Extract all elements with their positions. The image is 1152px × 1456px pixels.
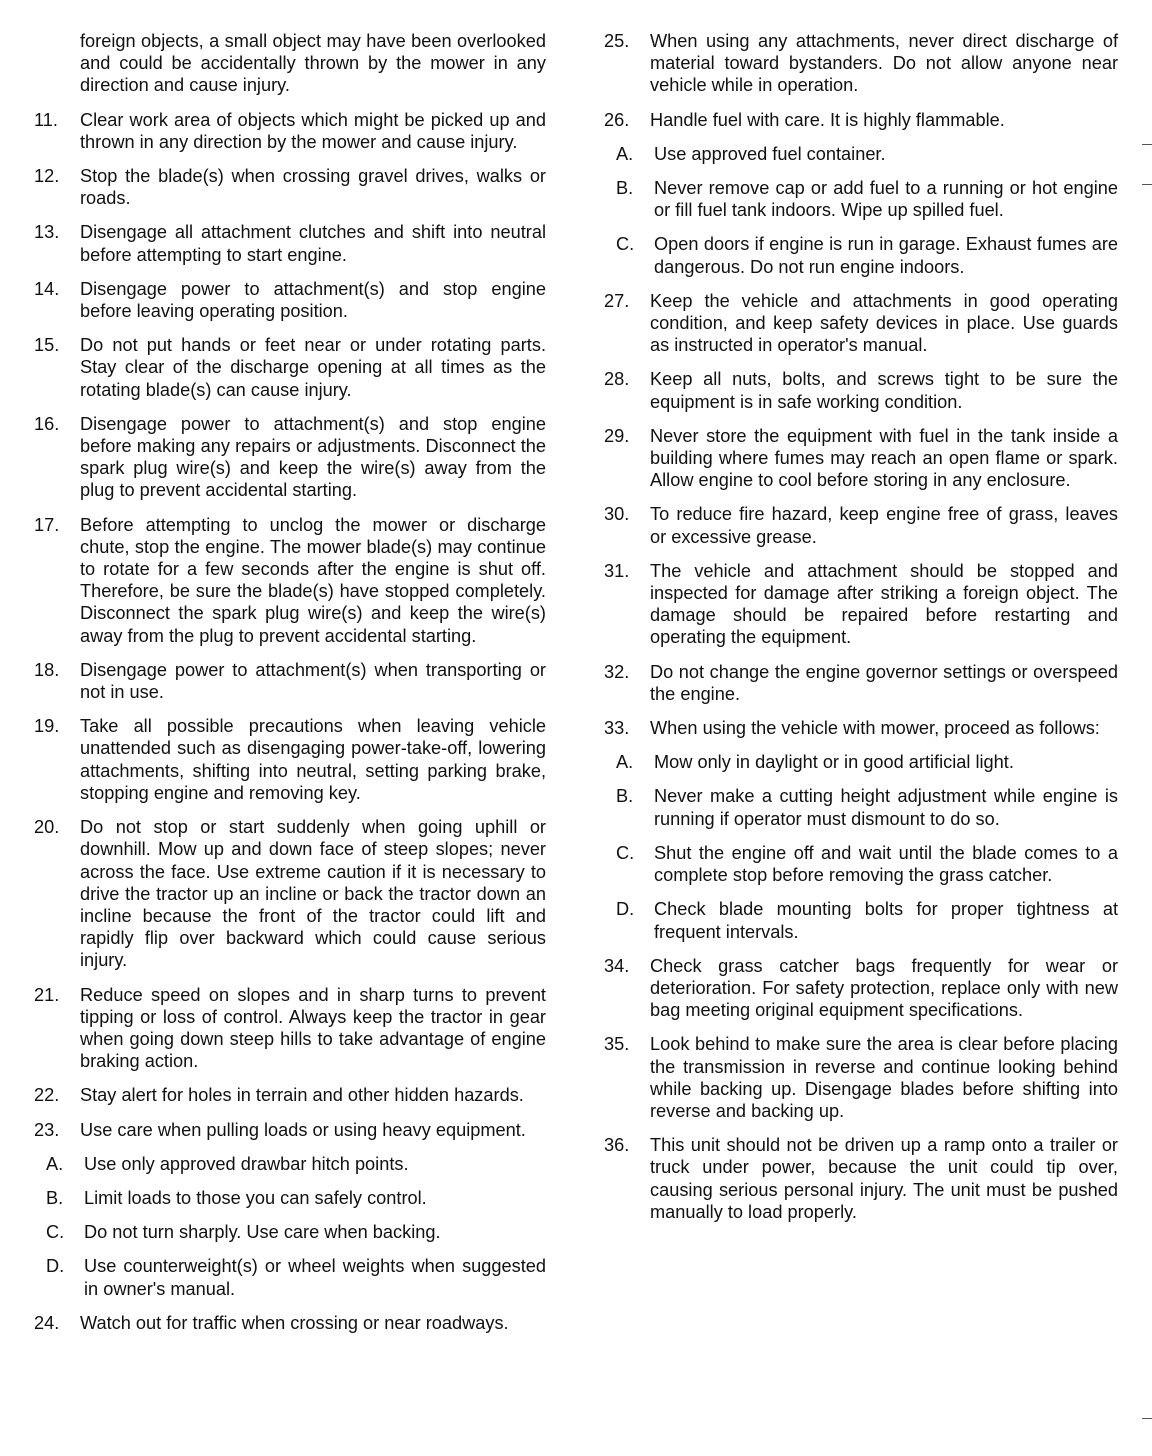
sub-rule-text: Never remove cap or add fuel to a running or hot engine or fill fuel tank indoors. Wipe up spilled fuel. [654, 178, 1118, 221]
safety-rule-item [604, 1033, 1118, 1122]
rule-text: Before attempting to unclog the mower or discharge chute, stop the engine. The mower blade(s) may continue to rotate for a few seconds after the engine is shut off. Therefore, be sure the blade(s) have stopped completely. Disconnect the spark plug wire(s) and keep the wire(s) away from the plug to prevent accidental starting. [80, 514, 546, 646]
safety-rule-item [604, 661, 1118, 705]
rule-text: Never store the equipment with fuel in the tank inside a building where fumes may reach an open flame or spark. Allow engine to cool before storing in any enclosure. [650, 425, 1118, 491]
sub-rule-text: Use counterweight(s) or wheel weights when suggested in owner's manual. [84, 1256, 546, 1299]
right-item-list [604, 30, 1118, 1223]
rule-number: 19. [34, 716, 60, 737]
rule-number: 20. [34, 817, 60, 838]
rule-text: Do not change the engine governor settings or overspeed the engine. [650, 661, 1118, 704]
rule-number: 26. [604, 109, 630, 130]
safety-rule-item [34, 334, 546, 401]
safety-rule-item [604, 109, 1118, 131]
sub-rule-item [604, 842, 1118, 886]
safety-rule-item [604, 955, 1118, 1022]
rule-text: Watch out for traffic when crossing or near roadways. [80, 1312, 509, 1333]
safety-rule-item [34, 413, 546, 502]
margin-mark [1142, 184, 1152, 185]
safety-rule-item [604, 503, 1118, 547]
sub-rule-letter: A. [616, 752, 634, 773]
sub-rule-item [604, 177, 1118, 221]
safety-rule-item [604, 368, 1118, 412]
rule-text: Look behind to make sure the area is clear before placing the transmission in reverse and continue looking behind while backing up. Disengage blades before shifting into reverse and backing up. [650, 1034, 1118, 1121]
sub-rule-item [604, 898, 1118, 942]
rule-text: Clear work area of objects which might be picked up and thrown in any direction by the mower and cause injury. [80, 109, 546, 152]
rule-text: Stop the blade(s) when crossing gravel drives, walks or roads. [80, 166, 546, 209]
sub-rule-text: Never make a cutting height adjustment while engine is running if operator must dismount to do so. [654, 786, 1118, 829]
rule-text: Use care when pulling loads or using heavy equipment. [80, 1119, 526, 1140]
rule-text: Check grass catcher bags frequently for wear or deterioration. For safety protection, replace only with new bag meeting original equipment specifications. [650, 955, 1118, 1021]
safety-rule-item [604, 560, 1118, 649]
rule-text: Keep all nuts, bolts, and screws tight to be sure the equipment is in safe working condition. [650, 369, 1118, 412]
rule-number: 31. [604, 560, 630, 581]
rule-text: Keep the vehicle and attachments in good operating condition, and keep safety devices in place. Use guards as instructed in operator's manual. [650, 290, 1118, 356]
rule-number: 12. [34, 166, 60, 187]
sub-rule-text: Shut the engine off and wait until the blade comes to a complete stop before removing the grass catcher. [654, 842, 1118, 886]
sub-rule-text: Open doors if engine is run in garage. Exhaust fumes are dangerous. Do not run engine indoors. [654, 234, 1118, 277]
safety-rule-item [34, 715, 546, 804]
rule-number: 34. [604, 955, 630, 976]
rule-number: 30. [604, 504, 630, 525]
sub-rule-letter: A. [616, 143, 634, 164]
rule-number: 24. [34, 1312, 60, 1333]
rule-text: Do not put hands or feet near or under rotating parts. Stay clear of the discharge opening at all times as the rotating blade(s) can cause injury. [80, 335, 546, 400]
sub-rule-letter: D. [616, 899, 635, 920]
safety-rule-item [34, 221, 546, 265]
safety-rule-item [34, 1119, 546, 1141]
safety-rule-item [34, 1312, 546, 1334]
sub-rule-text: Use only approved drawbar hitch points. [84, 1153, 409, 1174]
sub-rule-item [604, 143, 1118, 165]
right-column [604, 30, 1118, 1235]
rule-number: 32. [604, 661, 630, 682]
sub-rule-item [34, 1187, 546, 1209]
rule-text: Disengage power to attachment(s) and stop engine before making any repairs or adjustments. Disconnect the spark plug wire(s) and keep the wire(s) away from the plug to prevent accidental starting. [80, 413, 546, 501]
safety-rule-item [34, 816, 546, 971]
rule-text: Reduce speed on slopes and in sharp turns to prevent tipping or loss of control. Always keep the tractor in gear when going down steep hills to take advantage of engine braking action. [80, 984, 546, 1072]
sub-rule-item [604, 785, 1118, 829]
rule-text: This unit should not be driven up a ramp onto a trailer or truck under power, because the unit could tip over, causing serious personal injury. The unit must be pushed manually to load properly. [650, 1135, 1118, 1222]
continued-text: foreign objects, a small object may have been overlooked and could be accidentally thrown by the mower in any direction and cause injury. [80, 31, 546, 96]
rule-number: 18. [34, 659, 60, 680]
rule-number: 11. [34, 109, 58, 130]
sub-rule-text: Limit loads to those you can safely control. [84, 1187, 427, 1208]
sub-rule-letter: A. [46, 1153, 64, 1174]
safety-rule-item [604, 425, 1118, 492]
rule-text: When using any attachments, never direct discharge of material toward bystanders. Do not allow anyone near vehicle while in operation. [650, 31, 1118, 96]
safety-rule-item [604, 290, 1118, 357]
sub-rule-letter: C. [616, 842, 635, 863]
rule-text: Disengage power to attachment(s) and stop engine before leaving operating position. [80, 278, 546, 322]
sub-rule-letter: C. [616, 234, 635, 255]
safety-rule-item [604, 717, 1118, 739]
safety-rule-item [604, 30, 1118, 97]
rule-number: 23. [34, 1119, 60, 1140]
safety-rule-item [34, 165, 546, 209]
rule-number: 22. [34, 1085, 60, 1106]
continued-paragraph [34, 30, 546, 97]
rule-text: When using the vehicle with mower, proceed as follows: [650, 718, 1100, 739]
rule-number: 29. [604, 425, 630, 446]
rule-number: 27. [604, 290, 630, 311]
rule-text: Take all possible precautions when leaving vehicle unattended such as disengaging power-take-off, lowering attachments, shifting into neutral, setting parking brake, stopping engine and removing key. [80, 716, 546, 803]
sub-rule-letter: B. [46, 1187, 64, 1208]
sub-rule-text: Check blade mounting bolts for proper tightness at frequent intervals. [654, 899, 1118, 942]
safety-rule-item [34, 984, 546, 1073]
safety-rule-item [34, 1084, 546, 1106]
sub-rule-letter: B. [616, 786, 634, 807]
safety-rule-item [604, 1134, 1118, 1223]
rule-text: Handle fuel with care. It is highly flammable. [650, 109, 1005, 130]
safety-rule-item [34, 514, 546, 647]
rule-number: 21. [34, 984, 60, 1005]
safety-rule-item [34, 109, 546, 153]
rule-text: The vehicle and attachment should be stopped and inspected for damage after striking a foreign object. The damage should be repaired before restarting and operating the equipment. [650, 560, 1118, 648]
margin-mark [1142, 1418, 1152, 1419]
left-item-list [34, 109, 546, 1334]
rule-number: 13. [34, 222, 60, 243]
margin-mark [1142, 144, 1152, 145]
sub-rule-letter: B. [616, 178, 634, 199]
rule-number: 36. [604, 1135, 630, 1156]
left-column [34, 30, 546, 1346]
sub-rule-text: Mow only in daylight or in good artificial light. [654, 752, 1014, 773]
sub-rule-item [604, 751, 1118, 773]
rule-text: To reduce fire hazard, keep engine free of grass, leaves or excessive grease. [650, 504, 1118, 547]
rule-number: 35. [604, 1034, 630, 1055]
sub-rule-item [604, 233, 1118, 277]
rule-number: 17. [34, 514, 60, 535]
rule-number: 16. [34, 413, 60, 434]
sub-rule-letter: C. [46, 1222, 65, 1243]
rule-number: 25. [604, 31, 630, 51]
rule-number: 28. [604, 369, 630, 390]
sub-rule-text: Do not turn sharply. Use care when backing. [84, 1222, 441, 1243]
sub-rule-letter: D. [46, 1256, 65, 1277]
rule-text: Disengage all attachment clutches and shift into neutral before attempting to start engine. [80, 222, 546, 265]
sub-rule-text: Use approved fuel container. [654, 143, 886, 164]
sub-rule-item [34, 1255, 546, 1299]
safety-rule-item [34, 659, 546, 703]
sub-rule-item [34, 1221, 546, 1243]
rule-number: 14. [34, 278, 60, 299]
rule-number: 33. [604, 718, 630, 739]
rule-text: Disengage power to attachment(s) when transporting or not in use. [80, 659, 546, 703]
safety-rule-item [34, 278, 546, 322]
rule-number: 15. [34, 335, 60, 356]
rule-text: Do not stop or start suddenly when going uphill or downhill. Mow up and down face of steep slopes; never across the face. Use extreme caution if it is necessary to drive the tractor up an incline or back the tractor down an incline because the front of the tractor could lift and rapidly flip over backward which could cause serious injury. [80, 817, 546, 971]
rule-text: Stay alert for holes in terrain and other hidden hazards. [80, 1085, 524, 1106]
sub-rule-item [34, 1153, 546, 1175]
